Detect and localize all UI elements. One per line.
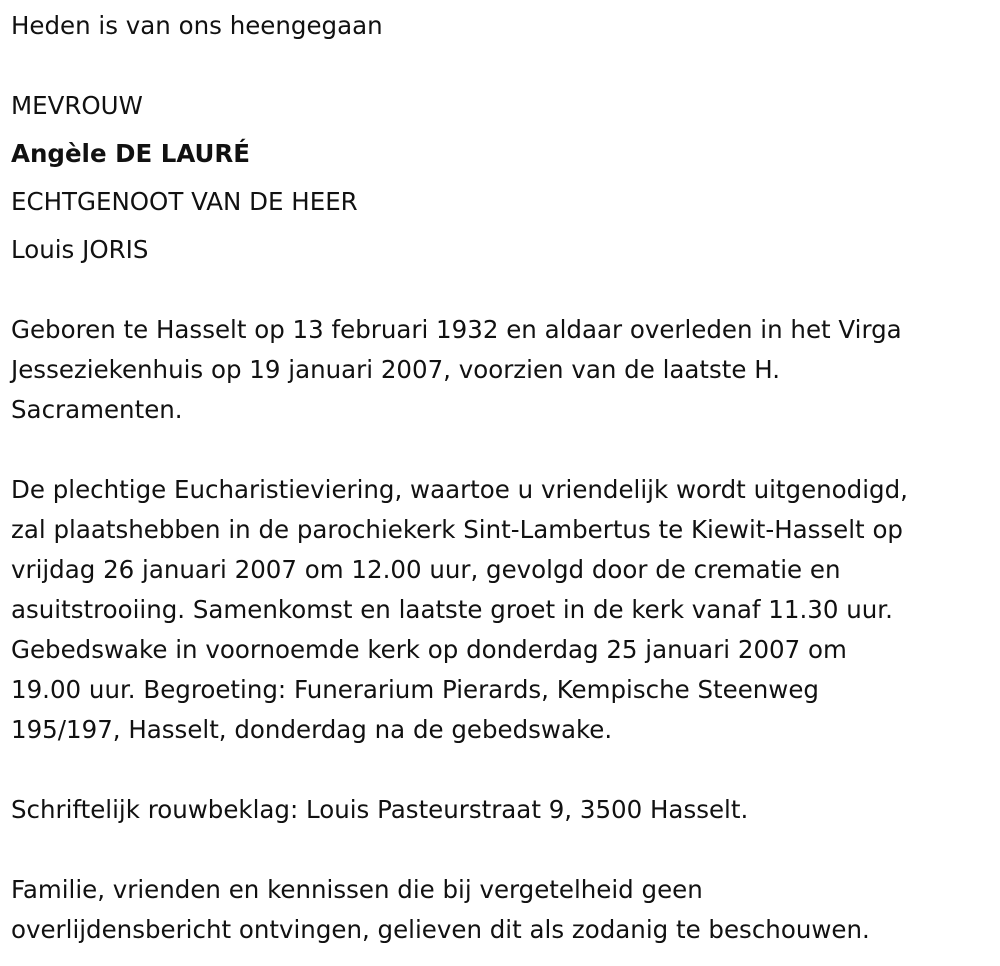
ceremony-paragraph — [11, 470, 996, 750]
paragraph-line: asuitstrooiing. Samenkomst en laatste groet in de kerk vanaf 11.30 uur. — [11, 595, 893, 624]
paragraph-line: Geboren te Hasselt op 13 februari 1932 en aldaar overleden in het Virga — [11, 315, 902, 344]
paragraph-line: Familie, vrienden en kennissen die bij vergetelheid geen — [11, 875, 703, 904]
spouse-label: ECHTGENOOT VAN DE HEER — [11, 187, 358, 216]
title-label: MEVROUW — [11, 91, 143, 120]
birth-paragraph — [11, 310, 996, 430]
paragraph-line: 195/197, Hasselt, donderdag na de gebedswake. — [11, 715, 613, 744]
paragraph-line: vrijdag 26 januari 2007 om 12.00 uur, gevolgd door de crematie en — [11, 555, 841, 584]
paragraph-line: overlijdensbericht ontvingen, gelieven dit als zodanig te beschouwen. — [11, 915, 870, 944]
closing-paragraph — [11, 870, 996, 950]
paragraph-line: Schriftelijk rouwbeklag: Louis Pasteurstraat 9, 3500 Hasselt. — [11, 795, 749, 824]
paragraph-line: 19.00 uur. Begroeting: Funerarium Pierards, Kempische Steenweg — [11, 675, 819, 704]
paragraph-line: De plechtige Eucharistieviering, waartoe u vriendelijk wordt uitgenodigd, — [11, 475, 908, 504]
deceased-name: Angèle DE LAURÉ — [11, 139, 251, 168]
spouse-name: Louis JORIS — [11, 235, 149, 264]
intro-text: Heden is van ons heengegaan — [11, 11, 383, 40]
condolence-paragraph — [11, 790, 996, 830]
paragraph-line: Jesseziekenhuis op 19 januari 2007, voorzien van de laatste H. — [11, 355, 781, 384]
paragraph-line: Gebedswake in voornoemde kerk op donderdag 25 januari 2007 om — [11, 635, 847, 664]
paragraph-line: zal plaatshebben in de parochiekerk Sint-Lambertus te Kiewit-Hasselt op — [11, 515, 903, 544]
paragraph-line: Sacramenten. — [11, 395, 183, 424]
